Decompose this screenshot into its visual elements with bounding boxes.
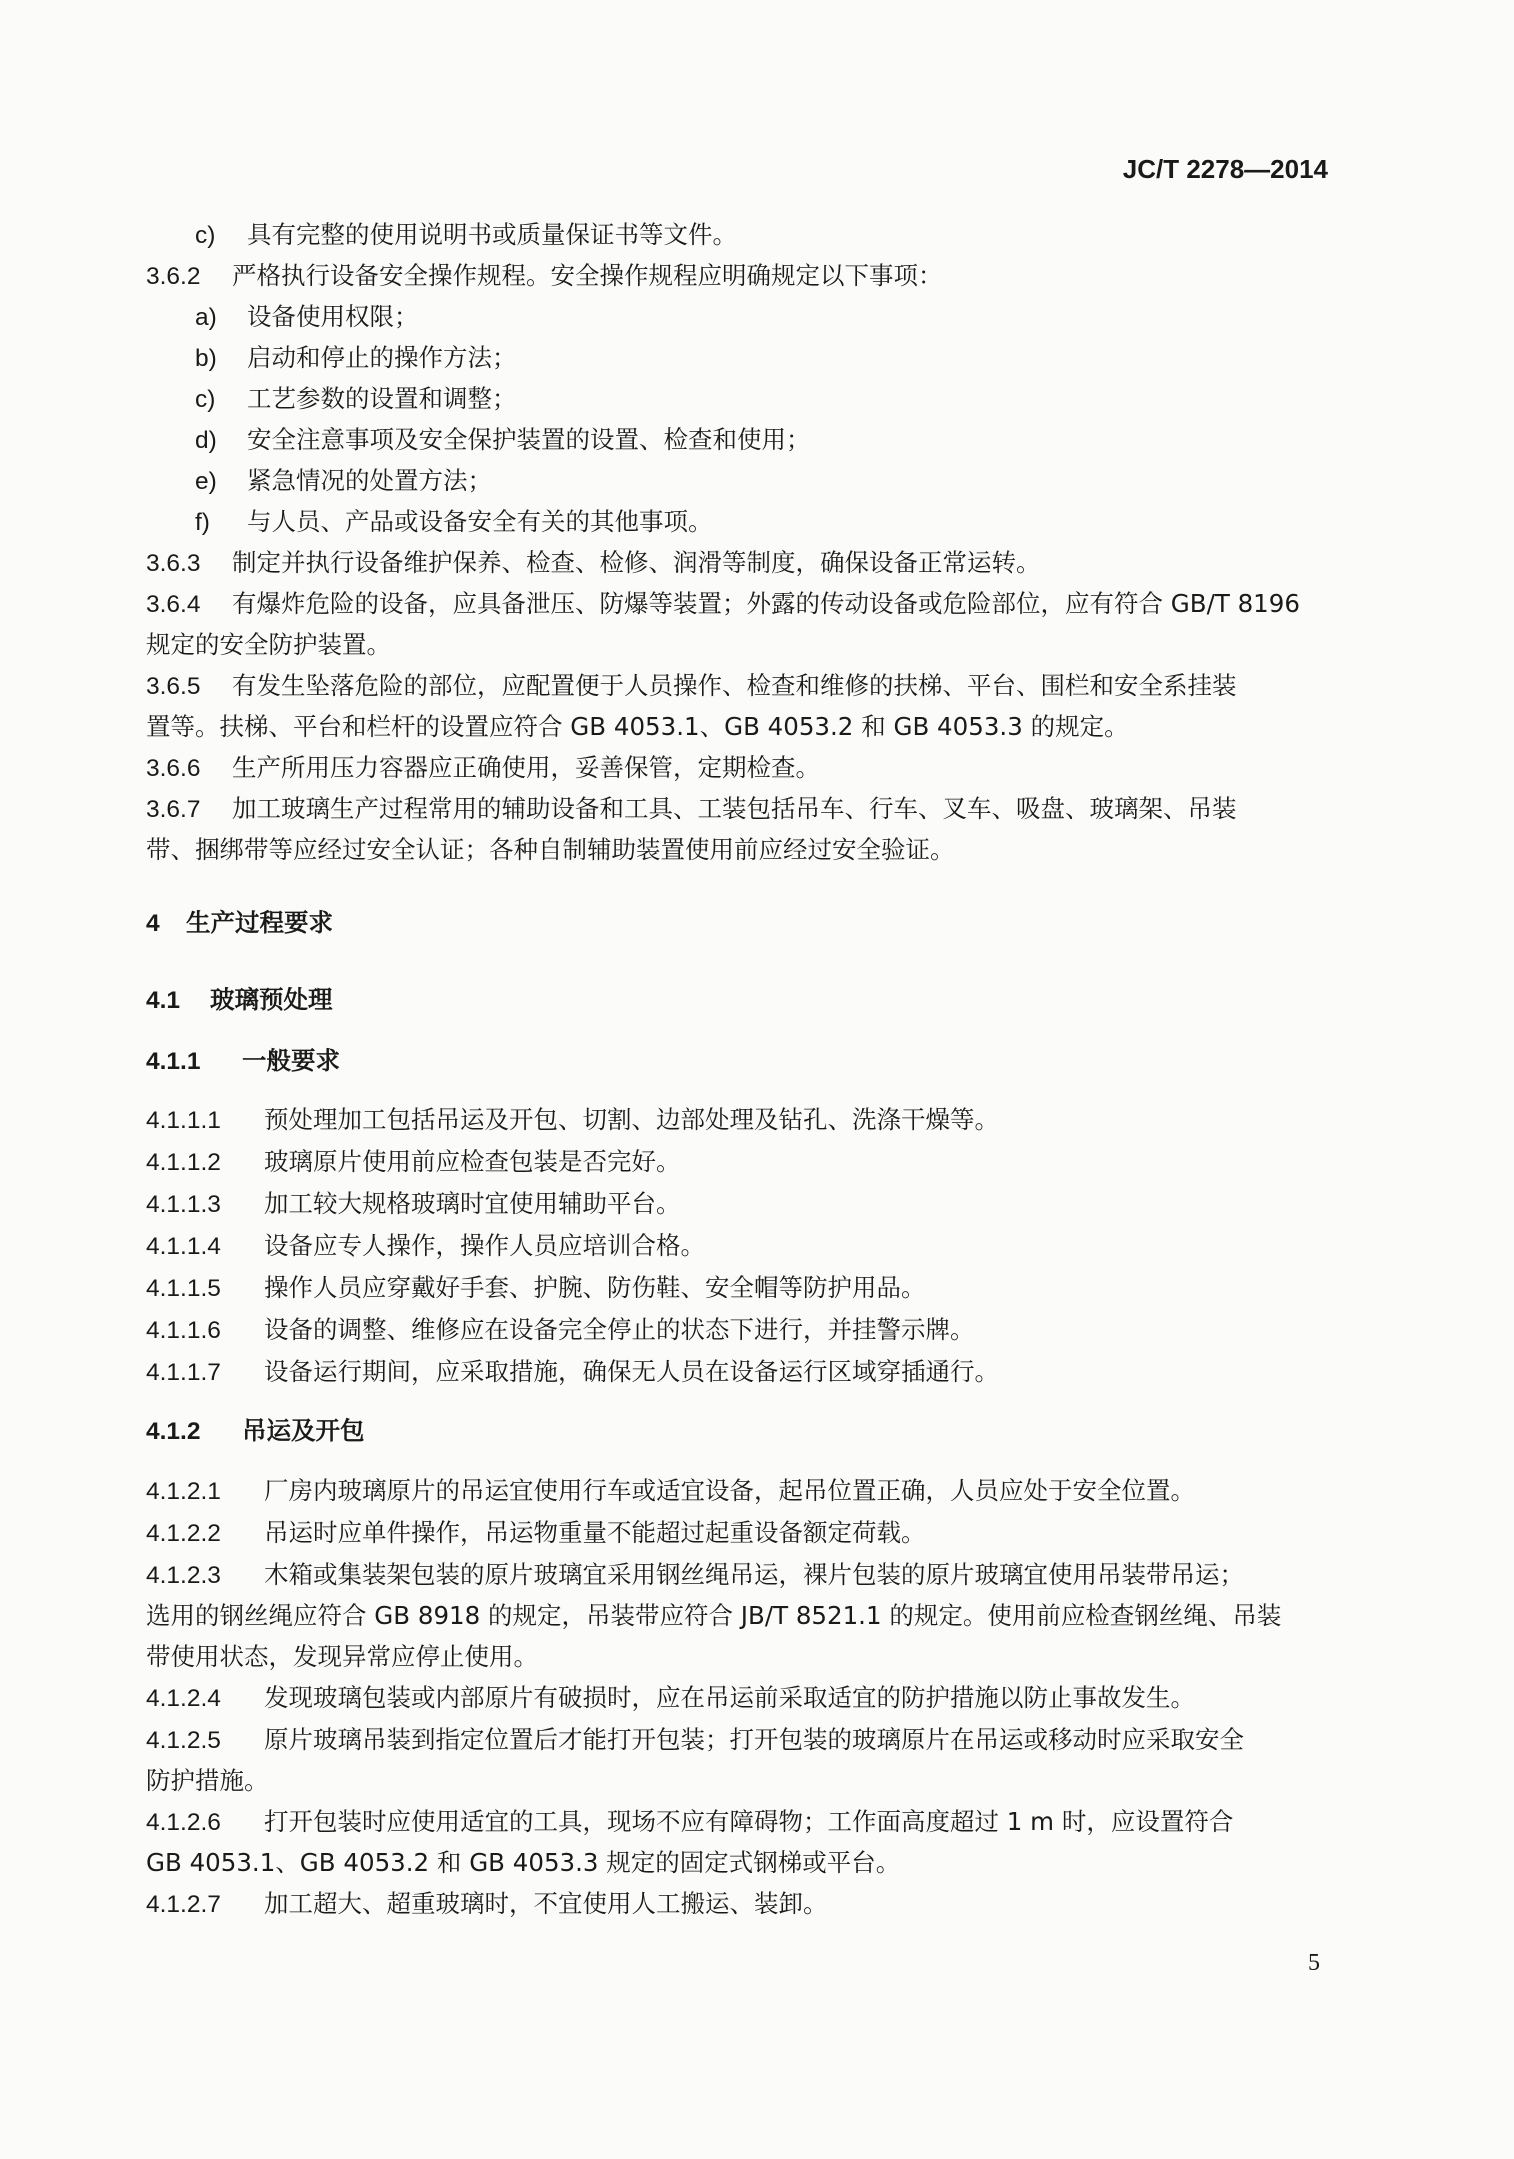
list-item-c (195, 382, 517, 417)
list-item-a (195, 300, 419, 335)
item-number: a) (195, 304, 217, 331)
list-item-e (195, 464, 492, 499)
clause-number: 4.1.2.6 (146, 1809, 221, 1836)
clause-3-6-2 (146, 259, 943, 294)
clause-text: 操作人员应穿戴好手套、护腕、防伤鞋、安全帽等防护用品。 (264, 1273, 926, 1302)
clause-number: 3.6.7 (146, 796, 201, 823)
clause-text: 木箱或集装架包装的原片玻璃宜采用钢丝绳吊运，裸片包装的原片玻璃宜使用吊装带吊运； (264, 1560, 1244, 1589)
item-text: 设备使用权限； (247, 302, 419, 331)
clause-text: 玻璃原片使用前应检查包装是否完好。 (264, 1147, 681, 1176)
item-number: c) (195, 386, 216, 413)
clause-3-6-4 (146, 587, 1300, 622)
clause-number: 4.1.2.5 (146, 1727, 221, 1754)
clause-4-1-1-4 (146, 1229, 705, 1264)
clause-text: 加工玻璃生产过程常用的辅助设备和工具、工装包括吊车、行车、叉车、吸盘、玻璃架、吊装 (232, 794, 1237, 823)
section-heading-4-1 (146, 983, 333, 1018)
clause-text: 发现玻璃包装或内部原片有破损时，应在吊运前采取适宜的防护措施以防止事故发生。 (264, 1683, 1195, 1712)
clause-text: 生产所用压力容器应正确使用，妥善保管，定期检查。 (232, 753, 820, 782)
clause-number: 3.6.3 (146, 550, 201, 577)
section-heading-4-1-1 (146, 1044, 340, 1079)
clause-number: 4.1.2.7 (146, 1891, 221, 1918)
clause-continuation: 选用的钢丝绳应符合 GB 8918 的规定，吊装带应符合 JB/T 8521.1 的规定。使用前应检查钢丝绳、吊装 (146, 1601, 1282, 1630)
clause-4-1-2-4 (146, 1681, 1195, 1716)
clause-4-1-1-1 (146, 1103, 999, 1138)
clause-text: 设备应专人操作，操作人员应培训合格。 (264, 1231, 705, 1260)
clause-continuation: 规定的安全防护装置。 (146, 630, 391, 659)
clause-4-1-2-3 (146, 1558, 1244, 1593)
clause-4-1-1-3 (146, 1187, 681, 1222)
clause-number: 4.1.2.3 (146, 1562, 221, 1589)
item-number: d) (195, 427, 217, 454)
clause-number: 4.1.1.2 (146, 1149, 221, 1176)
section-heading-4-1-2 (146, 1414, 365, 1449)
clause-4-1-2-7 (146, 1887, 828, 1922)
clause-text: 加工超大、超重玻璃时，不宜使用人工搬运、装卸。 (264, 1889, 828, 1918)
item-number: f) (195, 509, 210, 536)
section-title: 一般要求 (242, 1046, 340, 1075)
clause-number: 4.1.1.3 (146, 1191, 221, 1218)
section-heading-4 (146, 906, 333, 941)
item-text: 工艺参数的设置和调整； (247, 384, 517, 413)
clause-number: 3.6.5 (146, 673, 201, 700)
section-title: 玻璃预处理 (210, 985, 333, 1014)
item-text: 紧急情况的处置方法； (247, 466, 492, 495)
section-number: 4.1 (146, 987, 181, 1014)
section-title: 吊运及开包 (242, 1416, 365, 1445)
clause-number: 4.1.2.2 (146, 1520, 221, 1547)
clause-text: 加工较大规格玻璃时宜使用辅助平台。 (264, 1189, 681, 1218)
clause-text: 设备运行期间，应采取措施，确保无人员在设备运行区域穿插通行。 (264, 1357, 999, 1386)
clause-4-1-1-2 (146, 1145, 681, 1180)
item-text: 安全注意事项及安全保护装置的设置、检查和使用； (247, 425, 811, 454)
clause-number: 4.1.1.5 (146, 1275, 221, 1302)
section-number: 4 (146, 910, 160, 937)
clause-4-1-2-2 (146, 1516, 926, 1551)
section-number: 4.1.2 (146, 1418, 201, 1445)
page-number: 5 (1308, 1950, 1320, 1976)
item-number: b) (195, 345, 217, 372)
clause-number: 3.6.6 (146, 755, 201, 782)
item-number: c) (195, 222, 216, 249)
clause-text: 有发生坠落危险的部位，应配置便于人员操作、检查和维修的扶梯、平台、围栏和安全系挂装 (232, 671, 1237, 700)
standard-code: JC/T 2278—2014 (1122, 154, 1328, 184)
clause-3-6-5 (146, 669, 1237, 704)
list-item-c (195, 218, 737, 253)
clause-continuation: 带使用状态，发现异常应停止使用。 (146, 1642, 538, 1671)
list-item-b (195, 341, 517, 376)
clause-number: 4.1.2.4 (146, 1685, 221, 1712)
clause-4-1-2-1 (146, 1474, 1195, 1509)
clause-number: 3.6.2 (146, 263, 201, 290)
item-number: e) (195, 468, 217, 495)
list-item-d (195, 423, 811, 458)
clause-text: 制定并执行设备维护保养、检查、检修、润滑等制度，确保设备正常运转。 (232, 548, 1041, 577)
clause-continuation: GB 4053.1、GB 4053.2 和 GB 4053.3 规定的固定式钢梯或平台。 (146, 1848, 901, 1877)
clause-text: 设备的调整、维修应在设备完全停止的状态下进行，并挂警示牌。 (264, 1315, 975, 1344)
clause-4-1-2-6 (146, 1805, 1233, 1840)
clause-number: 4.1.1.6 (146, 1317, 221, 1344)
section-number: 4.1.1 (146, 1048, 201, 1075)
item-text: 启动和停止的操作方法； (247, 343, 517, 372)
clause-3-6-3 (146, 546, 1041, 581)
clause-continuation: 防护措施。 (146, 1766, 269, 1795)
clause-4-1-1-5 (146, 1271, 926, 1306)
clause-3-6-7 (146, 792, 1237, 827)
clause-text: 吊运时应单件操作，吊运物重量不能超过起重设备额定荷载。 (264, 1518, 926, 1547)
clause-number: 3.6.4 (146, 591, 201, 618)
clause-text: 预处理加工包括吊运及开包、切割、边部处理及钻孔、洗涤干燥等。 (264, 1105, 999, 1134)
clause-number: 4.1.1.1 (146, 1107, 221, 1134)
clause-number: 4.1.1.4 (146, 1233, 221, 1260)
clause-text: 打开包装时应使用适宜的工具，现场不应有障碍物；工作面高度超过 1 m 时，应设置符合 (264, 1807, 1234, 1836)
section-title: 生产过程要求 (186, 908, 333, 937)
item-text: 与人员、产品或设备安全有关的其他事项。 (247, 507, 713, 536)
clause-continuation: 置等。扶梯、平台和栏杆的设置应符合 GB 4053.1、GB 4053.2 和 GB 4053.3 的规定。 (146, 712, 1129, 741)
clause-continuation: 带、捆绑带等应经过安全认证；各种自制辅助装置使用前应经过安全验证。 (146, 835, 955, 864)
clause-4-1-2-5 (146, 1723, 1244, 1758)
clause-text: 厂房内玻璃原片的吊运宜使用行车或适宜设备，起吊位置正确，人员应处于安全位置。 (264, 1476, 1195, 1505)
clause-text: 有爆炸危险的设备，应具备泄压、防爆等装置；外露的传动设备或危险部位，应有符合 GB/T 8196 (232, 589, 1300, 618)
clause-text: 原片玻璃吊装到指定位置后才能打开包装；打开包装的玻璃原片在吊运或移动时应采取安全 (264, 1725, 1244, 1754)
clause-3-6-6 (146, 751, 820, 786)
list-item-f (195, 505, 713, 540)
clause-number: 4.1.2.1 (146, 1478, 221, 1505)
clause-4-1-1-6 (146, 1313, 975, 1348)
item-text: 具有完整的使用说明书或质量保证书等文件。 (247, 220, 737, 249)
clause-4-1-1-7 (146, 1355, 999, 1390)
clause-text: 严格执行设备安全操作规程。安全操作规程应明确规定以下事项： (232, 261, 943, 290)
clause-number: 4.1.1.7 (146, 1359, 221, 1386)
